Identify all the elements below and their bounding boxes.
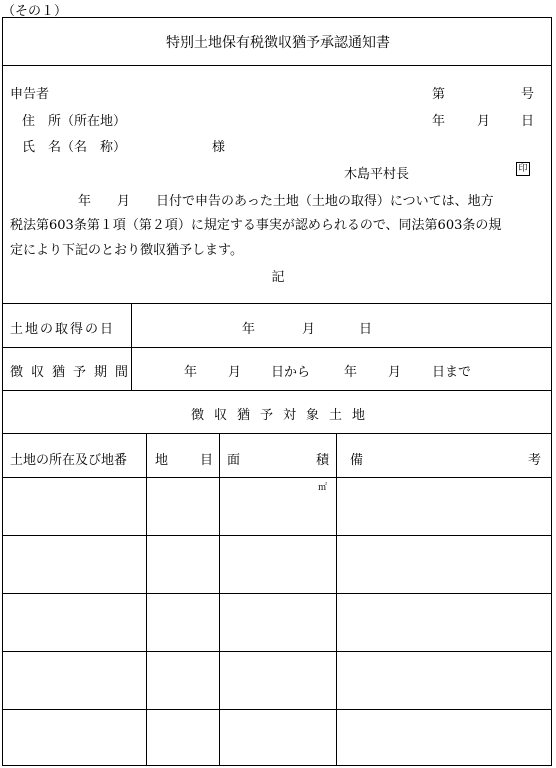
period-to-year: 年 bbox=[344, 365, 358, 380]
col-header-chimoku-2: 目 bbox=[200, 453, 214, 468]
acquisition-month: 月 bbox=[302, 322, 316, 337]
body-line-2: 税法第603条第１項（第２項）に規定する事実が認められるので、同法第603条の規 bbox=[10, 218, 502, 233]
period-from-day: 日から bbox=[271, 365, 311, 380]
honorific: 様 bbox=[212, 140, 226, 155]
table-row bbox=[2, 593, 552, 651]
applicant-label: 申告者 bbox=[10, 87, 50, 102]
number-label: 第 bbox=[432, 87, 446, 102]
period-from-year: 年 bbox=[184, 365, 198, 380]
date-day: 日 bbox=[521, 114, 535, 129]
col-header-chimoku-1: 地 bbox=[155, 453, 169, 468]
name-label: 氏 名（名 称） bbox=[22, 140, 127, 155]
area-unit: ㎡ bbox=[318, 483, 328, 493]
period-label: 徴収猶予期間 bbox=[10, 365, 137, 380]
table-row bbox=[2, 477, 552, 535]
col-header-area-1: 面 bbox=[227, 453, 241, 468]
acquisition-day: 日 bbox=[359, 322, 373, 337]
col-header-remarks-1: 備 bbox=[350, 453, 364, 468]
header-note: （その１） bbox=[2, 4, 68, 19]
body-line-1: 年 月 日付で申告のあった土地（土地の取得）については、地方 bbox=[78, 194, 494, 209]
address-label: 住 所（所在地） bbox=[22, 114, 127, 129]
period-to-day: 日まで bbox=[432, 365, 472, 380]
period-to-month: 月 bbox=[388, 365, 402, 380]
divider-acquisition bbox=[2, 347, 552, 348]
number-suffix: 号 bbox=[521, 87, 535, 102]
divider-target bbox=[2, 433, 552, 434]
seal-icon bbox=[516, 162, 530, 176]
col-header-area-2: 積 bbox=[316, 453, 330, 468]
acquisition-year: 年 bbox=[242, 322, 256, 337]
divider-title bbox=[2, 65, 552, 66]
issuer: 木島平村長 bbox=[344, 167, 410, 182]
acquisition-label: 土地の取得の日 bbox=[10, 322, 116, 337]
date-year: 年 bbox=[432, 114, 446, 129]
seal-label: 印 bbox=[518, 164, 528, 174]
table-row bbox=[2, 651, 552, 709]
table-row bbox=[2, 709, 552, 766]
ki-label: 記 bbox=[271, 270, 285, 285]
date-month: 月 bbox=[477, 114, 491, 129]
divider-notice bbox=[2, 303, 552, 304]
divider-period bbox=[2, 390, 552, 391]
col-header-location: 土地の所在及び地番 bbox=[10, 453, 128, 468]
page-title: 特別土地保有税徴収猶予承認通知書 bbox=[166, 35, 390, 51]
period-from-month: 月 bbox=[228, 365, 242, 380]
body-line-3: 定により下記のとおり徴収猶予します。 bbox=[10, 243, 243, 258]
target-heading: 徴収猶予対象土地 bbox=[190, 408, 375, 423]
col-header-remarks-2: 考 bbox=[528, 453, 542, 468]
table-row bbox=[2, 535, 552, 593]
